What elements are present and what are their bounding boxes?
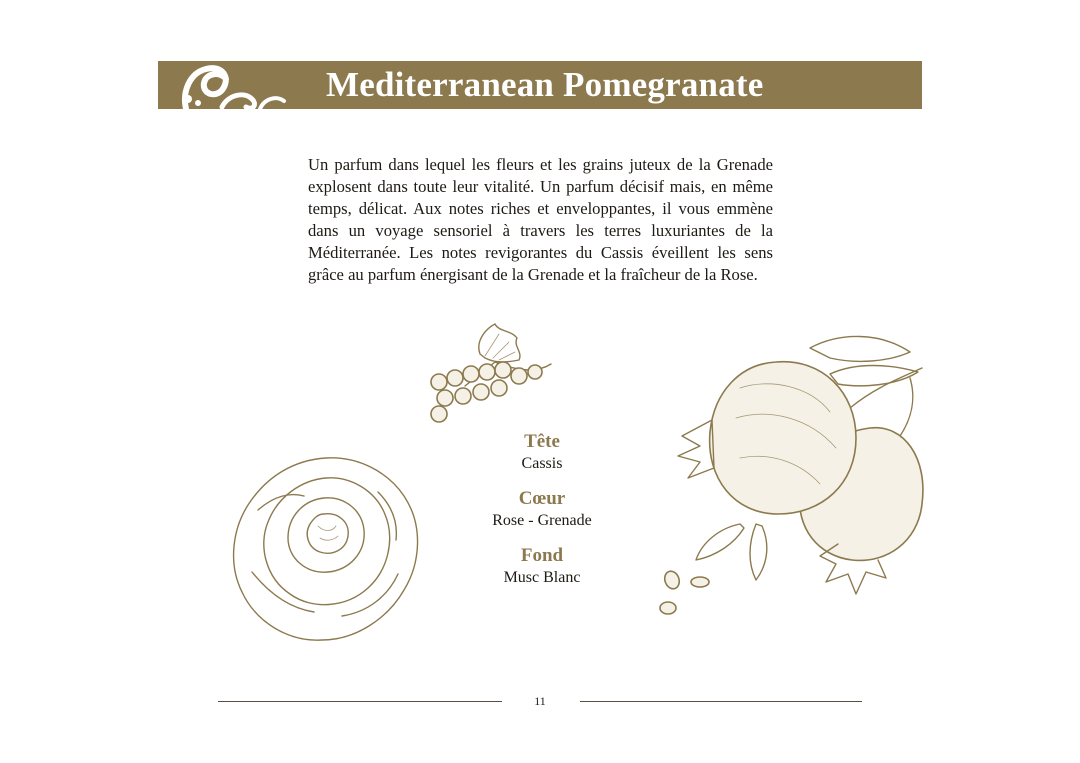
title-banner bbox=[158, 61, 922, 109]
note-label-tete: Tête bbox=[524, 431, 560, 452]
pomegranate-illustration bbox=[660, 328, 922, 618]
blackcurrant-illustration bbox=[425, 320, 560, 425]
note-value-coeur: Rose - Grenade bbox=[492, 512, 592, 529]
note-value-tete: Cassis bbox=[521, 455, 563, 472]
note-group-coeur bbox=[462, 487, 622, 531]
note-label-fond: Fond bbox=[520, 545, 564, 566]
footer-rule-left bbox=[218, 701, 502, 702]
note-group-fond bbox=[462, 544, 622, 588]
flourish-ornament-icon bbox=[168, 61, 298, 109]
page-number: 11 bbox=[534, 694, 546, 708]
note-label-coeur: Cœur bbox=[518, 488, 566, 509]
page-title: Mediterranean Pomegranate bbox=[326, 65, 764, 104]
intro-paragraph: Un parfum dans lequel les fleurs et les grains juteux de la Grenade explosent dans toute leur vitalité. Un parfum décisif mais, en même temps, délicat. Aux notes riches et enveloppantes, il vous emmène dans un voyage sensoriel à travers les terres luxuriantes de la Méditerranée. Les notes revigorantes du Cassis éveillent les sens grâce au parfum énergisant de la Grenade et la fraîcheur de la Rose. bbox=[308, 155, 773, 285]
fragrance-notes bbox=[462, 430, 622, 601]
rose-illustration bbox=[228, 452, 423, 644]
footer-rule-right bbox=[580, 701, 862, 702]
note-group-tete bbox=[462, 430, 622, 474]
note-value-fond: Musc Blanc bbox=[503, 569, 581, 586]
